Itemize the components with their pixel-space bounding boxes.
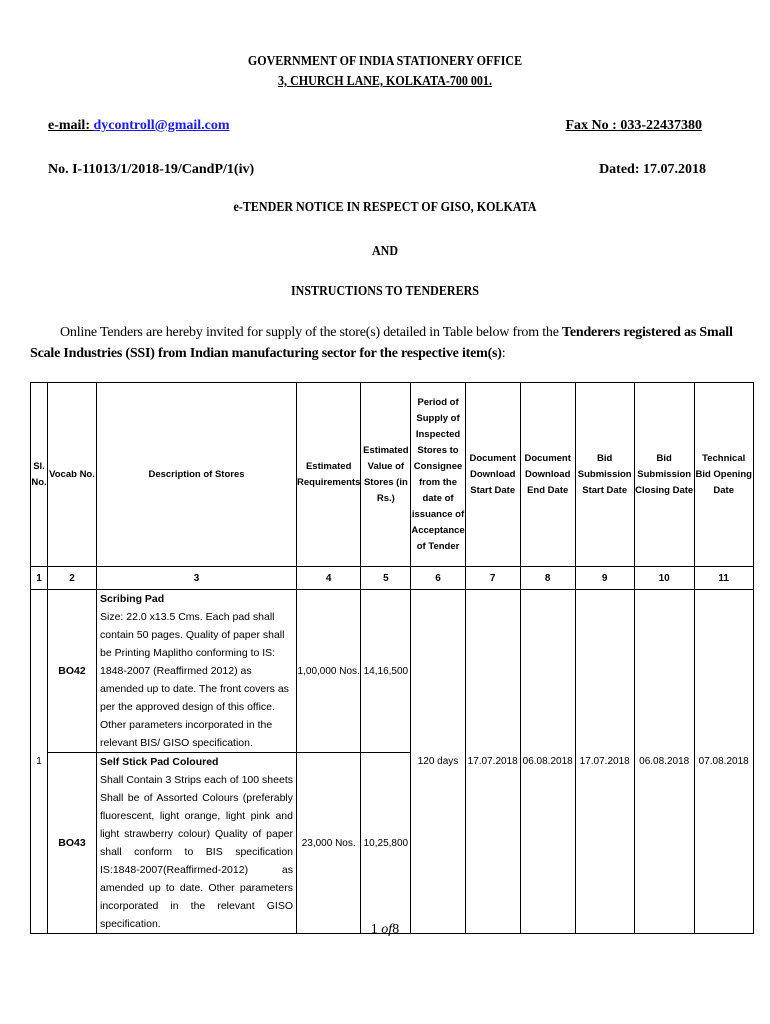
item-vocab-no: BO43 — [48, 753, 97, 934]
header-tech-opening: Technical Bid Opening Date — [694, 383, 753, 567]
item-vocab-no: BO42 — [48, 590, 97, 753]
email-link[interactable]: dycontroll@gmail.com — [93, 118, 230, 133]
row-tech-opening: 07.08.2018 — [694, 590, 753, 934]
column-number: 4 — [297, 567, 361, 590]
column-number: 7 — [465, 567, 520, 590]
page-number: 1 — [370, 922, 378, 937]
intro-paragraph — [30, 322, 742, 364]
column-number: 8 — [520, 567, 575, 590]
header-period: Period of Supply of Inspected Stores to Consignee from the date of issuance of Acceptance of Tender — [411, 383, 465, 567]
tender-title-line1: e-TENDER NOTICE IN RESPECT OF GISO, KOLKATA — [233, 200, 537, 215]
tender-title-and-wrap — [0, 244, 770, 260]
intro-bold-text: Tenderers registered as Small Scale Industries (SSI) from Indian manufacturing sector for the respective item(s) — [30, 325, 733, 361]
intro-text: Online Tenders are hereby invited for supply of the store(s) detailed in Table below from the — [60, 325, 563, 340]
row-download-end: 06.08.2018 — [520, 590, 575, 934]
header-value: Estimated Value of Stores (in Rs.) — [361, 383, 411, 567]
tender-title-and: AND — [371, 244, 399, 259]
tender-title-instructions: INSTRUCTIONS TO TENDERERS — [290, 284, 480, 299]
header-bid-start: Bid Submission Start Date — [575, 383, 634, 567]
office-address: 3, CHURCH LANE, KOLKATA-700 001. — [278, 74, 492, 89]
column-number: 6 — [411, 567, 465, 590]
header-download-start: Document Download Start Date — [465, 383, 520, 567]
item-description — [97, 590, 297, 753]
intro-colon: : — [501, 346, 506, 361]
page-indicator — [0, 922, 770, 938]
reference-date: Dated: 17.07.2018 — [599, 162, 706, 177]
office-name: GOVERNMENT OF INDIA STATIONERY OFFICE — [247, 54, 523, 69]
item-value: 10,25,800 — [361, 753, 411, 934]
header-download-end: Document Download End Date — [520, 383, 575, 567]
row-download-start: 17.07.2018 — [465, 590, 520, 934]
office-header — [0, 54, 770, 90]
item-value: 14,16,500 — [361, 590, 411, 753]
email-line — [48, 118, 230, 134]
fax-number: Fax No : 033-22437380 — [565, 118, 702, 133]
item-description — [97, 753, 297, 934]
column-number: 1 — [31, 567, 48, 590]
column-number: 9 — [575, 567, 634, 590]
tender-table — [30, 382, 754, 934]
column-number: 11 — [694, 567, 753, 590]
header-requirements: Estimated Requirements — [297, 383, 361, 567]
email-label: e-mail: — [48, 118, 94, 133]
table-row — [31, 590, 754, 753]
page-total: 8 — [392, 922, 400, 937]
item-description-text: Shall Contain 3 Strips each of 100 sheets Shall be of Assorted Colours (preferably fluorescent, light orange, light pink and light strawberry colour) Quality of paper shall conform to BIS specification IS:1848-2007(Reaffirmed-2012) as amended up to date. Other parameters incorporated in the relevant GISO specification. — [100, 774, 293, 930]
column-number: 10 — [634, 567, 694, 590]
item-description-text: Size: 22.0 x13.5 Cms. Each pad shall contain 50 pages. Quality of paper shall be Printing Maplitho conforming to IS: 1848-2007 (Reaffirmed 2012) as amended up to date. The front covers as per the approved design of this office. Other parameters incorporated in the relevant BIS/ GISO specification. — [100, 611, 289, 749]
item-title: Scribing Pad — [100, 593, 165, 605]
table-header-row — [31, 383, 754, 567]
header-description: Description of Stores — [97, 383, 297, 567]
header-sl: Sl. No. — [31, 383, 48, 567]
row-sl-no: 1 — [31, 590, 48, 934]
header-vocab: Vocab No. — [48, 383, 97, 567]
column-number: 5 — [361, 567, 411, 590]
row-bid-start: 17.07.2018 — [575, 590, 634, 934]
tender-title — [0, 200, 770, 216]
row-bid-closing: 06.08.2018 — [634, 590, 694, 934]
column-number-row — [31, 567, 754, 590]
row-period: 120 days — [411, 590, 465, 934]
item-requirement: 23,000 Nos. — [297, 753, 361, 934]
item-title: Self Stick Pad Coloured — [100, 756, 219, 768]
column-number: 2 — [48, 567, 97, 590]
reference-number: No. I-11013/1/2018-19/CandP/1(iv) — [48, 162, 255, 177]
item-requirement: 1,00,000 Nos. — [297, 590, 361, 753]
header-bid-closing: Bid Submission Closing Date — [634, 383, 694, 567]
page-of: of — [381, 922, 393, 937]
tender-title-instr-wrap — [0, 284, 770, 300]
column-number: 3 — [97, 567, 297, 590]
